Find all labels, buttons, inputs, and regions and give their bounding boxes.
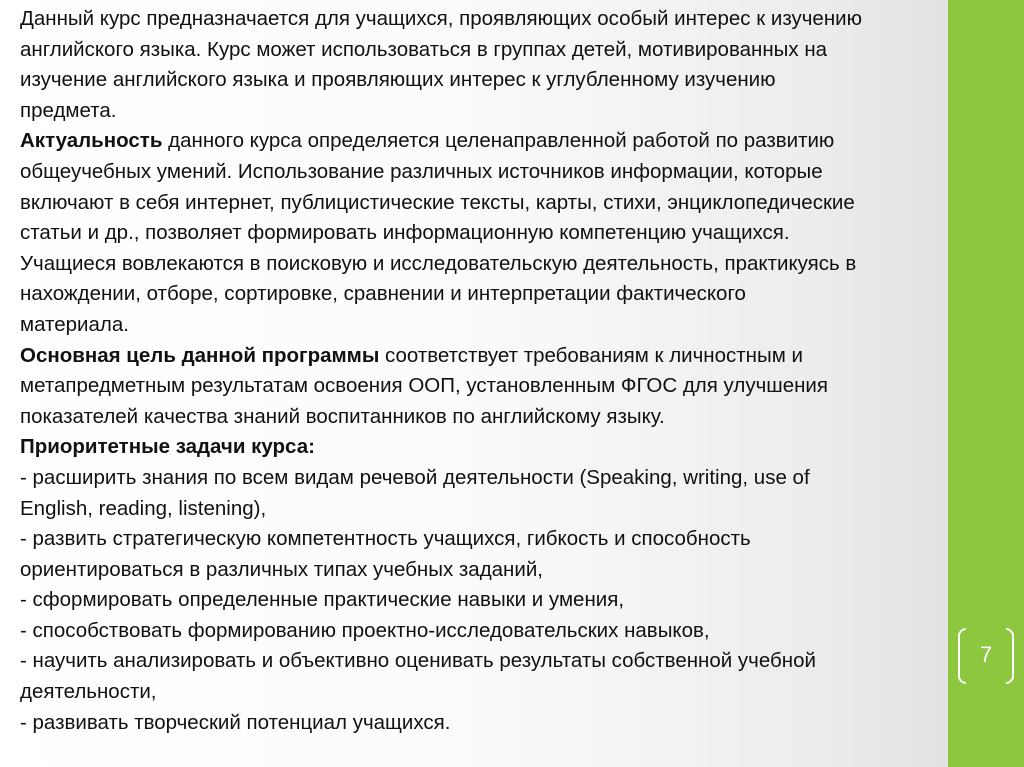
list-item-continuation: деятельности,	[20, 680, 157, 704]
text-line: Данный курс предназначается для учащихся, проявляющих особый интерес к изучению	[20, 7, 862, 30]
list-item: - расширить знания по всем видам речевой деятельности (Speaking, writing, use of	[20, 465, 810, 489]
text-line	[20, 126, 950, 157]
text-line: метапредметным результатам освоения ООП, установленным ФГОС для улучшения	[20, 374, 828, 398]
bold-heading-relevance: Актуальность	[20, 129, 163, 153]
text-fragment: данного курса определяется целенаправленной работой по развитию	[162, 129, 835, 153]
text-line	[20, 432, 950, 463]
text-line: показателей качества знаний воспитанников по английскому языку.	[20, 404, 665, 428]
text-line	[20, 341, 950, 372]
list-item: - научить анализировать и объективно оценивать результаты собственной учебной	[20, 649, 816, 673]
text-line: предмета.	[20, 98, 117, 122]
list-item: - развивать творческий потенциал учащихся.	[20, 710, 451, 734]
text-line: английского языка. Курс может использоваться в группах детей, мотивированных на	[20, 37, 828, 61]
list-item: - сформировать определенные практические навыки и умения,	[20, 588, 625, 612]
list-item: - развить стратегическую компетентность учащихся, гибкость и способность	[20, 527, 751, 551]
text-line: материала.	[20, 312, 129, 336]
list-item: - способствовать формированию проектно-исследовательских навыков,	[20, 618, 710, 642]
list-item-continuation: ориентироваться в различных типах учебных заданий,	[20, 557, 543, 581]
text-line: статьи и др., позволяет формировать информационную компетенцию учащихся.	[20, 221, 790, 245]
list-item-continuation: English, reading, listening),	[20, 496, 267, 520]
bold-heading-priority-tasks: Приоритетные задачи курса:	[20, 435, 315, 459]
text-line: изучение английского языка и проявляющих интерес к углубленному изучению	[20, 68, 776, 92]
text-line: Учащиеся вовлекаются в поисковую и исследовательскую деятельность, практикуясь в	[20, 251, 857, 275]
text-fragment: соответствует требованиям к личностным и	[379, 343, 803, 367]
bold-heading-main-goal: Основная цель данной программы	[20, 343, 380, 367]
text-line: включают в себя интернет, публицистические тексты, карты, стихи, энциклопедические	[20, 190, 855, 214]
page-number: 7	[979, 642, 993, 667]
slide-body-text	[20, 4, 950, 738]
page-number-box	[958, 628, 1014, 686]
text-line: общеучебных умений. Использование различных источников информации, которые	[20, 159, 823, 183]
text-line: нахождении, отборе, сортировке, сравнении и интерпретации фактического	[20, 282, 746, 306]
